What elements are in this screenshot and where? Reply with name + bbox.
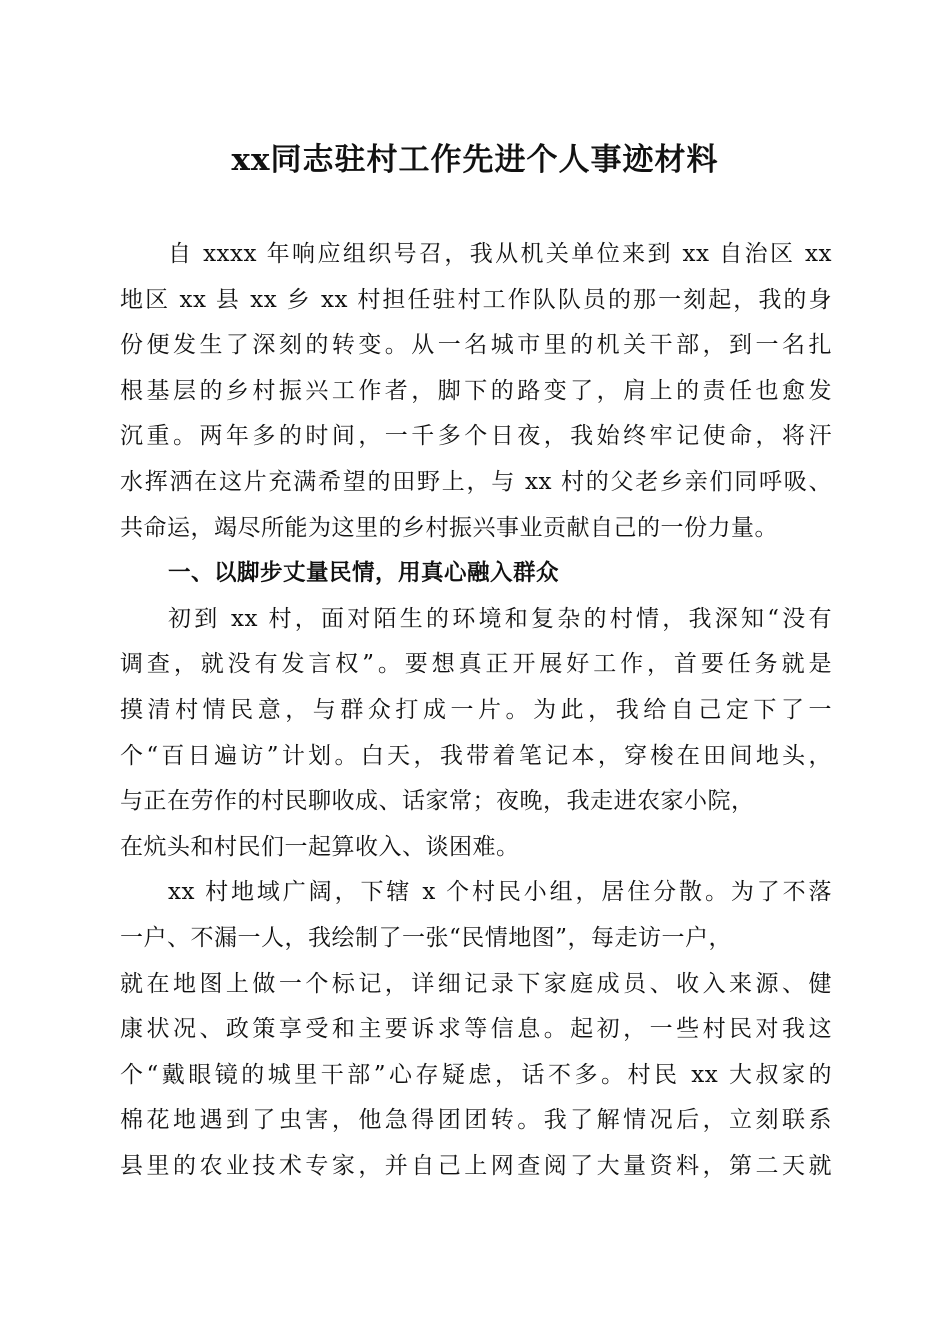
text-line: 自 xxxx 年响应组织号召，我从机关单位来到 xx 自治区 xx xyxy=(168,241,832,267)
text-line: 共命运，竭尽所能为这里的乡村振兴事业贡献自己的一份力量。 xyxy=(120,514,778,541)
text-line: 沉重。两年多的时间，一千多个日夜，我始终牢记使命，将汗 xyxy=(120,423,832,450)
text-line: 初到 xx 村，面对陌生的环境和复杂的村情，我深知“没有 xyxy=(168,605,832,632)
document-body xyxy=(120,232,832,1189)
paragraph-intro xyxy=(120,232,832,551)
text-line: 个“戴眼镜的城里干部”心存疑虑，话不多。村民 xx 大叔家的 xyxy=(120,1061,832,1088)
text-line: 一户、不漏一人，我绘制了一张“民情地图”，每走访一户， xyxy=(120,924,733,951)
text-line: 棉花地遇到了虫害，他急得团团转。我了解情况后，立刻联系 xyxy=(120,1107,832,1134)
text-line: 水挥洒在这片充满希望的田野上，与 xx 村的父老乡亲们同呼吸、 xyxy=(120,468,832,495)
text-line: 县里的农业技术专家，并自己上网查阅了大量资料，第二天就 xyxy=(120,1152,832,1179)
text-line: 地区 xx 县 xx 乡 xx 村担任驻村工作队队员的那一刻起，我的身 xyxy=(120,286,832,313)
paragraph-visits xyxy=(120,597,832,871)
text-line: 根基层的乡村振兴工作者，脚下的路变了，肩上的责任也愈发 xyxy=(120,377,832,404)
section-heading: 一、以脚步丈量民情，用真心融入群众 xyxy=(168,560,560,587)
text-line: 摸清村情民意，与群众打成一片。为此，我给自己定下了一 xyxy=(120,696,832,723)
text-line: xx 村地域广阔，下辖 x 个村民小组，居住分散。为了不落 xyxy=(168,879,832,906)
text-line: 份便发生了深刻的转变。从一名城市里的机关干部，到一名扎 xyxy=(120,332,832,359)
text-line: 就在地图上做一个标记，详细记录下家庭成员、收入来源、健 xyxy=(120,970,832,997)
text-line: 个“百日遍访”计划。白天，我带着笔记本，穿梭在田间地头， xyxy=(120,742,832,769)
paragraph-map xyxy=(120,870,832,1189)
text-line: 康状况、政策享受和主要诉求等信息。起初，一些村民对我这 xyxy=(120,1016,832,1043)
document-title: xx同志驻村工作先进个人事迹材料 xyxy=(231,142,719,178)
text-line: 调查，就没有发言权”。要想真正开展好工作，首要任务就是 xyxy=(120,651,832,678)
text-line: 与正在劳作的村民聊收成、话家常；夜晚，我走进农家小院， xyxy=(120,788,755,815)
text-line: 在炕头和村民们一起算收入、谈困难。 xyxy=(120,833,520,860)
